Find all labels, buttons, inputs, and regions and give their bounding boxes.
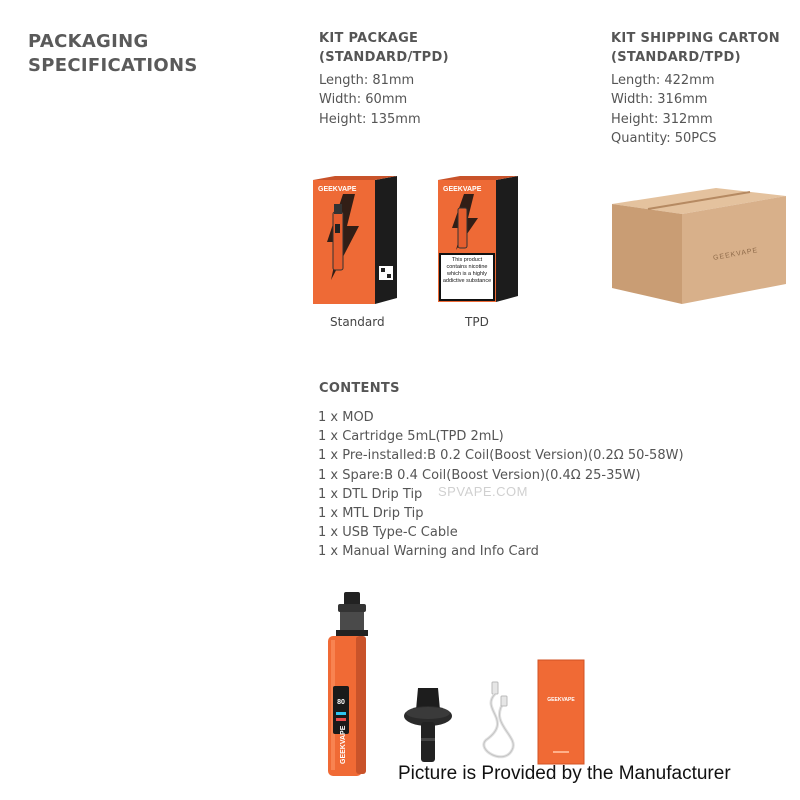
watermark: SPVAPE.COM <box>438 484 529 499</box>
standard-box-image <box>313 176 401 304</box>
contents-item-cartridge: 1 x Cartridge 5mL(TPD 2mL) <box>318 429 504 445</box>
contents-item-mod: 1 x MOD <box>318 410 374 425</box>
contents-item-dtl-drip-tip: 1 x DTL Drip Tip <box>318 486 423 502</box>
kit-package-width: Width: 60mm <box>319 92 408 108</box>
manual-card-brand: GEEKVAPE <box>547 697 575 703</box>
contents-item-spare-coil: 1 x Spare:B 0.4 Coil(Boost Version)(0.4Ω 25-35W) <box>318 467 641 483</box>
standard-box-brand: GEEKVAPE <box>318 186 357 193</box>
contents-item-manual: 1 x Manual Warning and Info Card <box>318 544 539 560</box>
carton-height: Height: 312mm <box>611 111 713 127</box>
kit-package-length: Length: 81mm <box>319 73 415 88</box>
carton-quantity: Quantity: 50PCS <box>611 130 717 146</box>
kit-package-heading <box>319 29 449 67</box>
vape-device-image <box>320 586 382 778</box>
tpd-box-image <box>434 176 522 304</box>
shipping-carton-specs <box>611 71 716 148</box>
tpd-caption: TPD <box>465 315 489 329</box>
shipping-carton-image <box>608 184 790 308</box>
manual-card-image <box>537 659 585 765</box>
shipping-carton-heading-line-1: KIT SHIPPING CARTON <box>611 31 780 46</box>
kit-package-specs <box>319 71 421 129</box>
tpd-warning-label: This product contains nicotine which is a highly addictive substance <box>442 257 492 284</box>
carton-length: Length: 422mm <box>611 73 715 88</box>
contents-item-usb-cable: 1 x USB Type-C Cable <box>318 525 458 541</box>
device-screen-value: 80 <box>337 699 345 706</box>
kit-package-heading-line-1: KIT PACKAGE <box>319 31 419 46</box>
contents-item-mtl-drip-tip: 1 x MTL Drip Tip <box>318 506 424 522</box>
standard-caption: Standard <box>330 315 385 329</box>
tpd-box-brand: GEEKVAPE <box>443 186 482 193</box>
page-title-line-2: SPECIFICATIONS <box>28 55 198 76</box>
kit-package-heading-line-2: (STANDARD/TPD) <box>319 50 449 65</box>
drip-tip-image <box>402 686 454 766</box>
carton-width: Width: 316mm <box>611 92 708 108</box>
device-brand: GEEKVAPE <box>340 725 347 764</box>
usb-cable-image <box>474 680 524 770</box>
carton-brand: GEEKVAPE <box>712 247 759 262</box>
contents-heading: CONTENTS <box>319 381 400 396</box>
contents-item-preinstalled-coil: 1 x Pre-installed:B 0.2 Coil(Boost Version)(0.2Ω 50-58W) <box>318 448 684 464</box>
shipping-carton-heading-line-2: (STANDARD/TPD) <box>611 50 741 65</box>
page-title-line-1: PACKAGING <box>28 31 149 52</box>
shipping-carton-heading <box>611 29 780 67</box>
kit-package-height: Height: 135mm <box>319 111 421 127</box>
manufacturer-note: Picture is Provided by the Manufacturer <box>398 763 731 784</box>
page-title <box>28 30 198 78</box>
